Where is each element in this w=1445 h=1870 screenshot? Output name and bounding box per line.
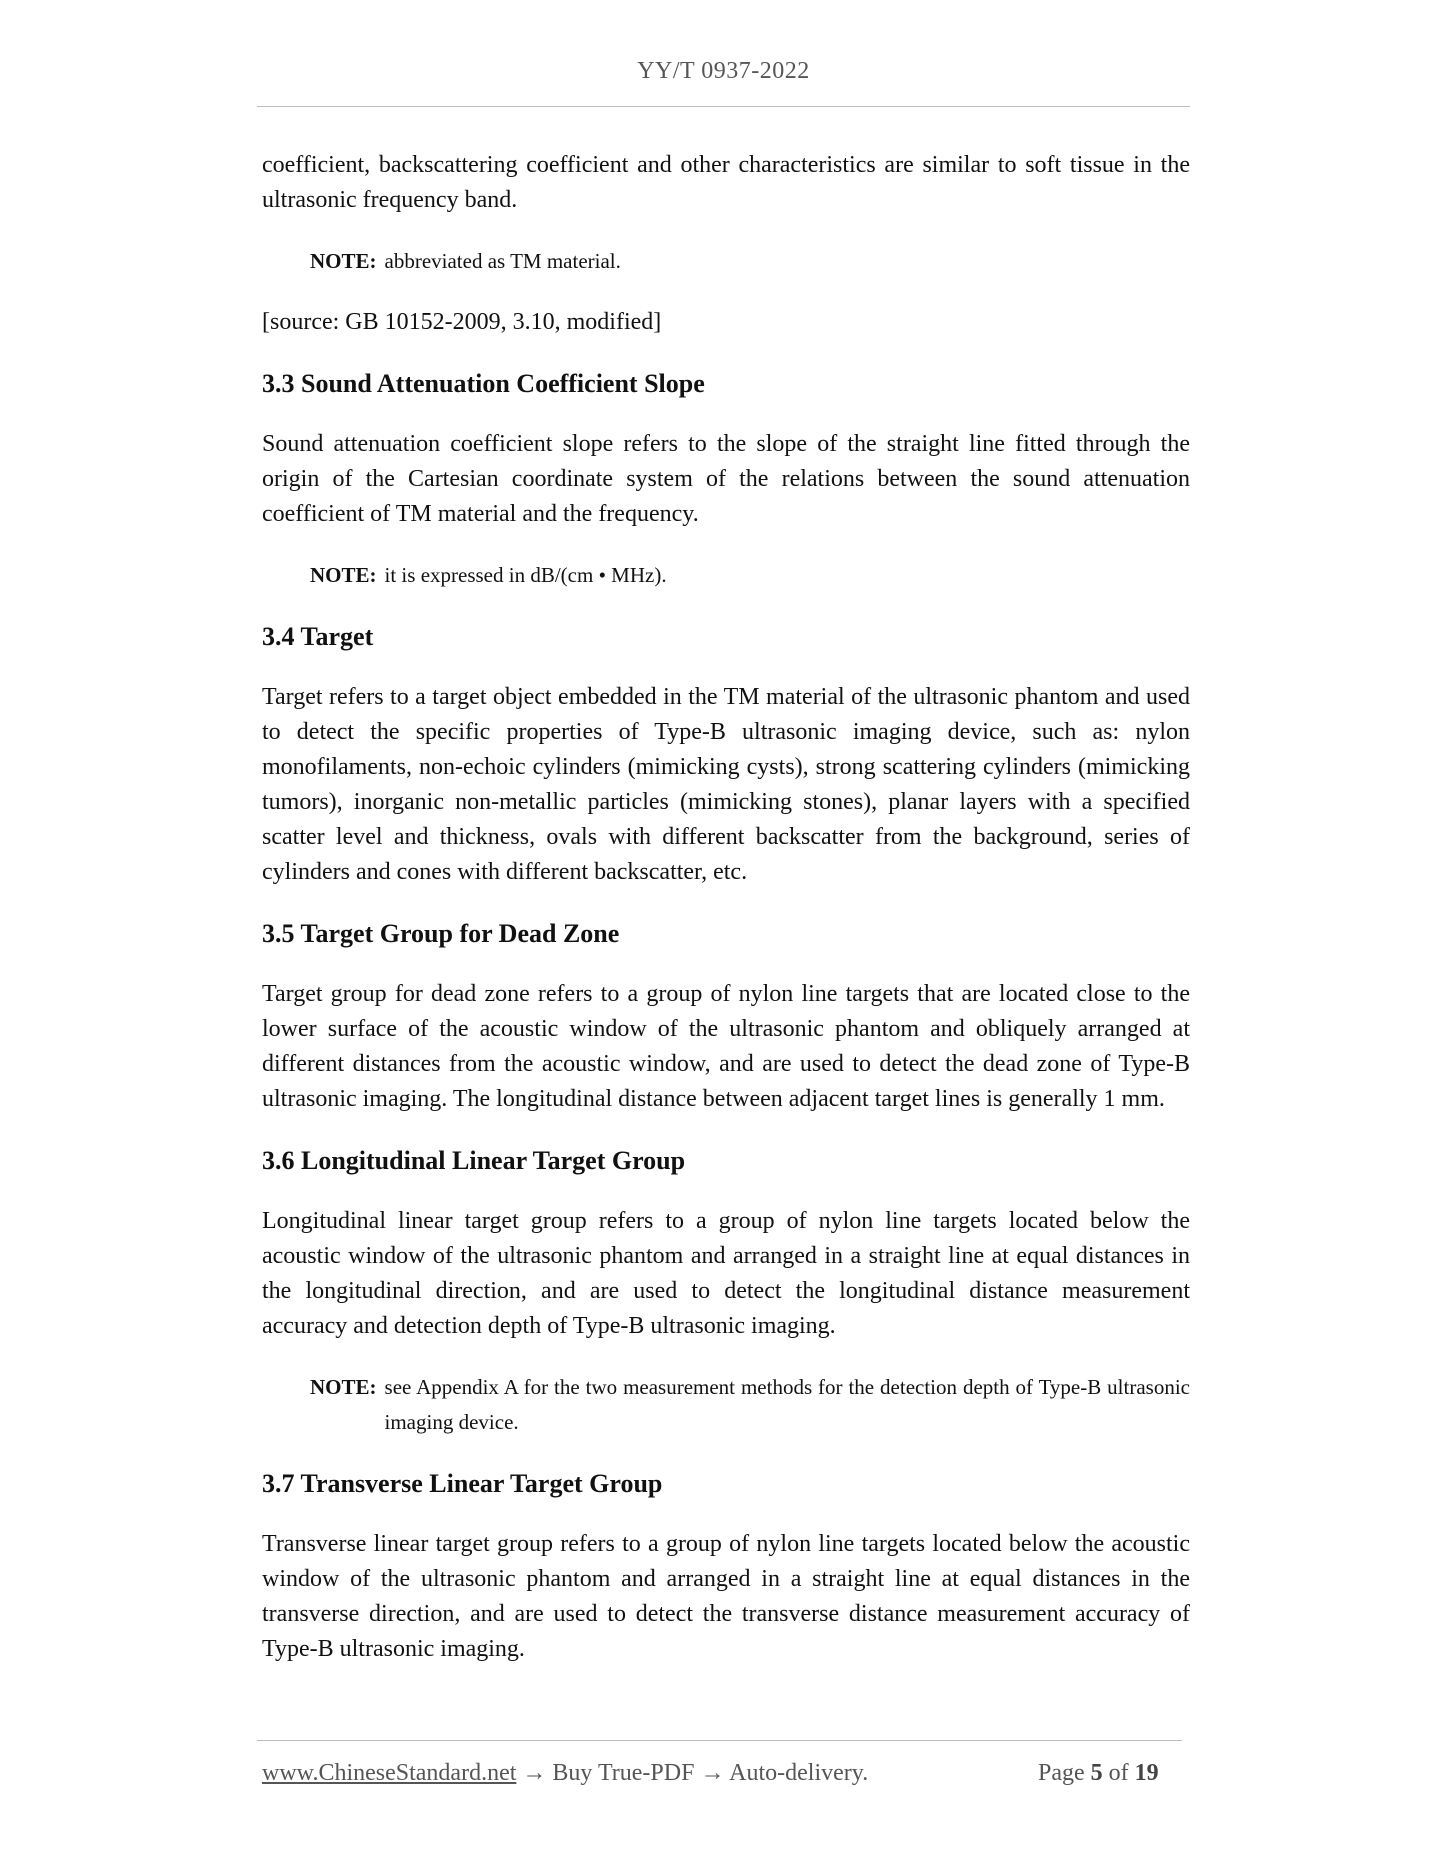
paragraph-3-6: Longitudinal linear target group refers to a group of nylon line targets located below the acoustic window of the ultrasonic phantom and arranged in a straight line at equal distances in the longitudinal direction, and are used to detect the longitudinal distance measurement accuracy and detection depth of Type-B ultrasonic imaging.: [262, 1208, 1190, 1339]
page-number: 5: [1090, 1760, 1103, 1786]
paragraph-continuation: coefficient, backscattering coefficient and other characteristics are similar to soft tissue in the ultrasonic frequency band.: [262, 152, 1190, 213]
page-total: 19: [1134, 1760, 1159, 1786]
footer-divider: [257, 1740, 1182, 1741]
footer-links: [262, 1760, 868, 1787]
note-units: [310, 558, 1190, 593]
note-text: abbreviated as TM material.: [384, 249, 621, 273]
section-heading-3-4: 3.4 Target: [262, 622, 374, 651]
section-heading-3-6: 3.6 Longitudinal Linear Target Group: [262, 1146, 686, 1175]
header-divider: [257, 106, 1190, 107]
paragraph-3-4: Target refers to a target object embedded in the TM material of the ultrasonic phantom and used to detect the specific properties of Type-B ultrasonic imaging device, such as: nylon monofilaments, non-echoic cylinders (mimicking cysts), strong scattering cylinders (mimicking tumors), inorganic non-metallic particles (mimicking stones), planar layers with a specified scatter level and thickness, ovals with different backscatter from the background, series of cylinders and cones with different backscatter, etc.: [262, 684, 1190, 885]
note-appendix-a: [310, 1370, 1190, 1440]
source-citation: [source: GB 10152-2009, 3.10, modified]: [262, 309, 662, 335]
arrow-right-icon: →: [522, 1760, 547, 1786]
buy-true-pdf-text: Buy True-PDF: [552, 1760, 695, 1786]
paragraph-3-5: Target group for dead zone refers to a group of nylon line targets that are located close to the lower surface of the acoustic window of the ultrasonic phantom and obliquely arranged at different distances from the acoustic window, and are used to detect the dead zone of Type-B ultrasonic imaging. The longitudinal distance between adjacent target lines is generally 1 mm.: [262, 981, 1190, 1112]
paragraph-3-3: Sound attenuation coefficient slope refers to the slope of the straight line fitted through the origin of the Cartesian coordinate system of the relations between the sound attenuation coefficient of TM material and the frequency.: [262, 431, 1190, 527]
document-header-title: YY/T 0937-2022: [637, 58, 810, 84]
page-indicator: [1038, 1760, 1159, 1787]
page-label: Page: [1038, 1760, 1085, 1786]
note-label: NOTE:: [310, 249, 377, 273]
section-heading-3-3: 3.3 Sound Attenuation Coefficient Slope: [262, 369, 705, 398]
of-label: of: [1108, 1760, 1129, 1786]
paragraph-3-7: Transverse linear target group refers to a group of nylon line targets located below the acoustic window of the ultrasonic phantom and arranged in a straight line at equal distances in the transverse direction, and are used to detect the transverse distance measurement accuracy of Type-B ultrasonic imaging.: [262, 1531, 1190, 1662]
note-label: NOTE:: [310, 563, 377, 587]
document-body: [262, 148, 1190, 1693]
section-heading-3-5: 3.5 Target Group for Dead Zone: [262, 919, 620, 948]
note-label: NOTE:: [310, 1375, 377, 1399]
section-heading-3-7: 3.7 Transverse Linear Target Group: [262, 1469, 663, 1498]
arrow-right-icon: →: [700, 1760, 725, 1786]
auto-delivery-text: Auto-delivery.: [729, 1760, 869, 1786]
note-tm-material: [310, 244, 1190, 279]
site-link[interactable]: www.ChineseStandard.net: [262, 1760, 517, 1786]
note-text: see Appendix A for the two measurement methods for the detection depth of Type-B ultrasonic imaging device.: [384, 1375, 1190, 1434]
note-text: it is expressed in dB/(cm • MHz).: [384, 563, 667, 587]
